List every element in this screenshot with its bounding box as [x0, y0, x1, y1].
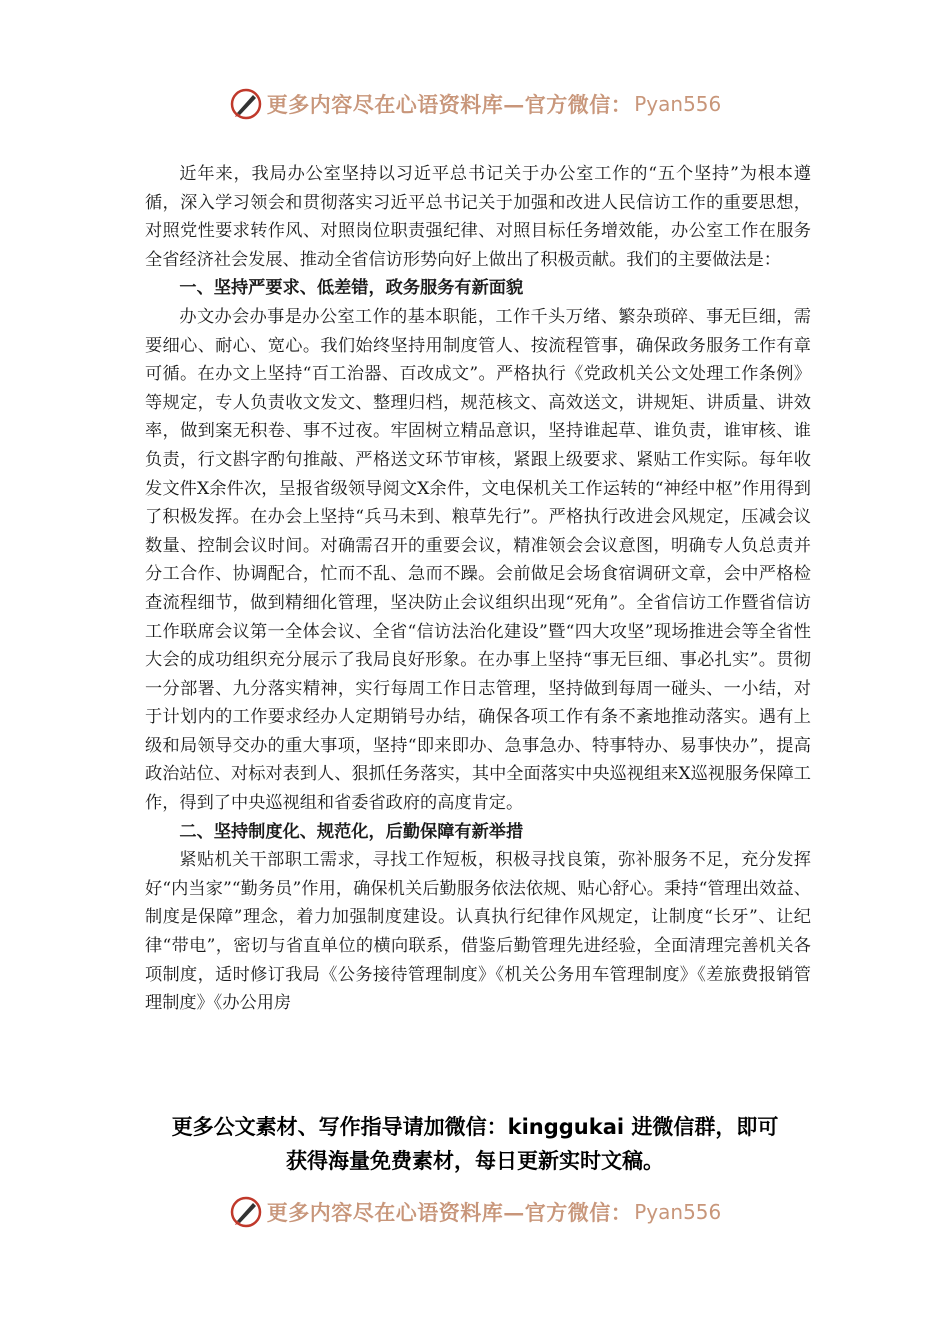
banner-text: 更多内容尽在心语资料库—官方微信：: [266, 1200, 633, 1225]
banner-wechat-id: Pyan556: [634, 1200, 722, 1224]
promo-notice: [0, 1110, 950, 1178]
section-heading-1: 一、坚持严要求、低差错，政务服务有新面貌: [179, 278, 524, 299]
footer-watermark-banner: [0, 1192, 950, 1232]
promo-line-2: 获得海量免费素材，每日更新实时文稿。: [286, 1149, 664, 1173]
pen-logo-icon: [229, 87, 263, 121]
intro-paragraph: 近年来，我局办公室坚持以习近平总书记关于办公室工作的“五个坚持”为根本遵循，深入学习领会和贯彻落实习近平总书记关于加强和改进人民信访工作的重要思想，对照党性要求转作风、对照岗位职责强纪律、对照目标任务增效能，办公室工作在服务全省经济社会发展、推动全省信访形势向好上做出了积极贡献。我们的主要做法是：: [145, 164, 811, 270]
section-1-paragraph: 办文办会办事是办公室工作的基本职能，工作千头万绪、繁杂琐碎、事无巨细，需要细心、耐心、宽心。我们始终坚持用制度管人、按流程管事，确保政务服务工作有章可循。在办文上坚持“百工治器、百改成文”。严格执行《党政机关公文处理工作条例》等规定，专人负责收文发文、整理归档，规范核文、高效送文，讲规矩、讲质量、讲效率，做到案无积卷、事不过夜。牢固树立精品意识，坚持谁起草、谁负责，谁审核、谁负责，行文斟字酌句推敲、严格送文环节审核，紧跟上级要求、紧贴工作实际。每年收发文件X余件次，呈报省级领导阅文X余件，文电保机关工作运转的“神经中枢”作用得到了积极发挥。在办会上坚持“兵马未到、粮草先行”。严格执行改进会风规定，压减会议数量、控制会议时间。对确需召开的重要会议，精准领会会议意图，明确专人负总责并分工合作、协调配合，忙而不乱、急而不躁。会前做足会场食宿调研文章，会中严格检查流程细节，做到精细化管理，坚决防止会议组织出现“死角”。全省信访工作暨省信访工作联席会议第一全体会议、全省“信访法治化建设”暨“四大攻坚”现场推进会等全省性大会的成功组织充分展示了我局良好形象。在办事上坚持“事无巨细、事必扎实”。贯彻一分部署、九分落实精神，实行每周工作日志管理，坚持做到每周一碰头、一小结，对于计划内的工作要求经办人定期销号办结，确保各项工作有条不紊地推动落实。遇有上级和局领导交办的重大事项，坚持“即来即办、急事急办、特事特办、易事快办”，提高政治站位、对标对表到人、狠抓任务落实，其中全面落实中央巡视组来X巡视服务保障工作，得到了中央巡视组和省委省政府的高度肯定。: [145, 306, 811, 814]
section-heading-2: 二、坚持制度化、规范化，后勤保障有新举措: [179, 821, 524, 842]
banner-wechat-id: Pyan556: [634, 92, 722, 116]
banner-text: 更多内容尽在心语资料库—官方微信：: [266, 92, 633, 117]
document-body: [145, 160, 811, 1018]
pen-logo-icon: [229, 1195, 263, 1229]
promo-line-1: 更多公文素材、写作指导请加微信：kinggukai 进微信群，即可: [171, 1115, 779, 1139]
section-2-paragraph: 紧贴机关干部职工需求，寻找工作短板，积极寻找良策，弥补服务不足，充分发挥好“内当家”“勤务员”作用，确保机关后勤服务依法依规、贴心舒心。秉持“管理出效益、制度是保障”理念，着力加强制度建设。认真执行纪律作风规定，让制度“长牙”、让纪律“带电”，密切与省直单位的横向联系，借鉴后勤管理先进经验，全面清理完善机关各项制度，适时修订我局《公务接待管理制度》《机关公务用车管理制度》《差旅费报销管理制度》《办公用房: [145, 850, 811, 1014]
header-watermark-banner: [0, 84, 950, 124]
